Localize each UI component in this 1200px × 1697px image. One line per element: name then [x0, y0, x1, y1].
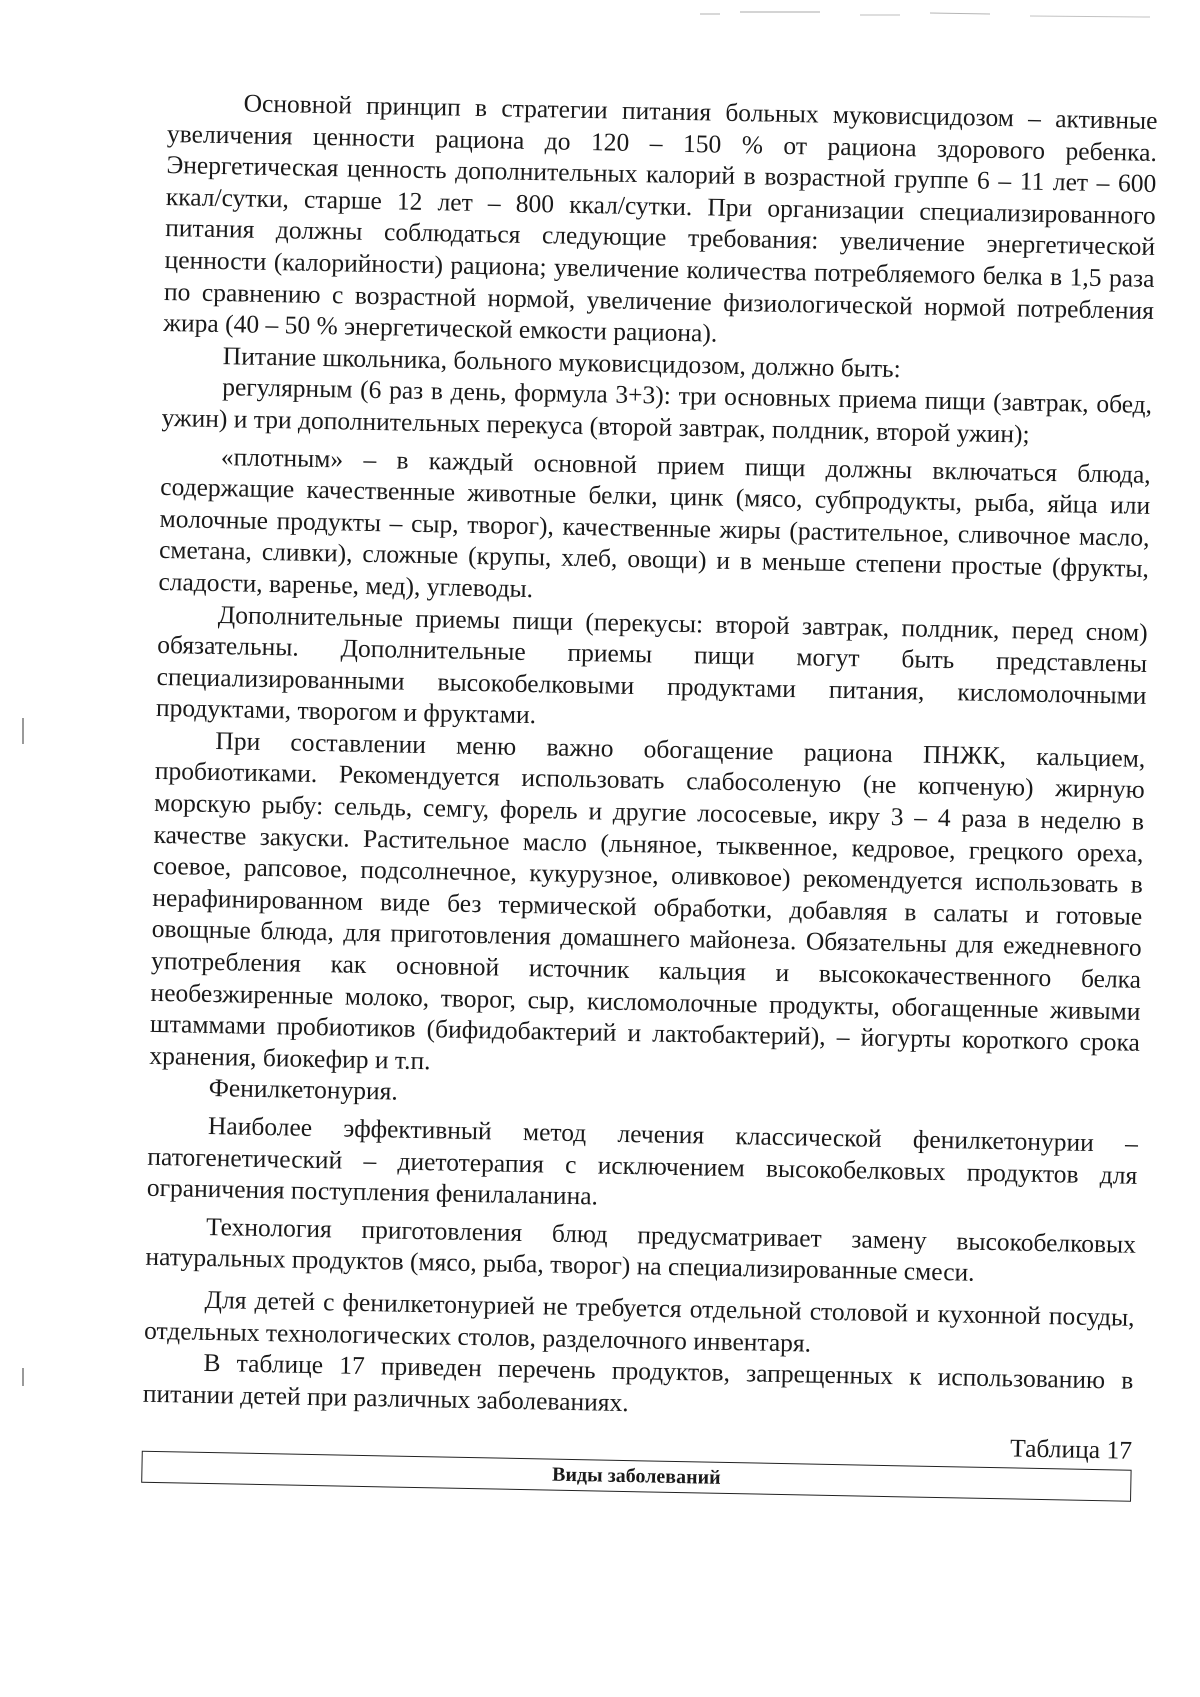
table-caption: Таблица 17 [1009, 1433, 1133, 1466]
scan-margin-mark [22, 1368, 24, 1386]
scan-margin-mark [22, 718, 24, 744]
paragraph-regular-meals: регулярным (6 раз в день, формула 3+3): три основных приема пищи (завтрак, обед, ужин) и три дополнительных перекуса (второй завтрак, полдник, второй ужин); [161, 372, 1153, 449]
paragraph-table-reference: В таблице 17 приведен перечень продуктов, запрещенных к использованию в питании детей при различных заболеваниях. [142, 1348, 1134, 1417]
paragraph-pku-cooking-technology: Технология приготовления блюд предусматривает замену высокобелковых натуральных продуктов (мясо, рыба, творог) на специализированные смеси. [145, 1211, 1137, 1288]
paragraph-cf-nutrition-principle: Основной принцип в стратегии питания больных муковисцидозом – активные увеличения ценности рациона до 120 – 150 % от рациона здорового ребенка. Энергетическая ценность дополнительных калорий в возрастной группе 6 – 11 лет – 600 ккал/сутки, старше 12 лет – 800 ккал/сутки. При организации специализированного питания должны соблюдаться следующие требования: увеличение энергетической ценности (калорийности) рациона; увеличение количества потребляемого белка в 1,5 раза по сравнению с возрастной нормой, увеличение физиологической нормой потребления жира (40 – 50 % энергетической емкости рациона). [163, 88, 1158, 348]
paragraph-pku-treatment: Наиболее эффективный метод лечения классической фенилкетонурии – патогенетический – диетотерапия с исключением высокобелковых продуктов для ограничения поступления фенилаланина. [146, 1110, 1139, 1211]
paragraph-dense-meals: «плотным» – в каждый основной прием пищи должны включаться блюда, содержащие качественные животные белки, цинк (мясо, субпродукты, рыба, яйца или молочные продукты – сыр, творог), качественные жиры (растительное, сливочное масло, сметана, сливки), сложные (крупы, хлеб, овощи) и в меньше степени простые (фрукты, сладости, варенье, мед), углеводы. [158, 441, 1152, 604]
paragraph-menu-enrichment: При составлении меню важно обогащение рациона ПНЖК, кальцием, пробиотиками. Рекомендуется использовать слабосоленую (не копченую) жирную морскую рыбу: сельдь, семгу, форель и другие лососевые, икру 3 – 4 раза в неделю в качестве закуски. Растительное масло (льняное, тыквенное, кедровое, грецкого ореха, соевое, рапсовое, подсолнечное, кукурузное, оливковое) рекомендуется использовать в нерафинированном виде без термической обработки, добавляя в салаты и готовые овощные блюда, для приготовления домашнего майонеза. Обязательны для ежедневного употребления как основной источник кальция и высококачественного белка необезжиренные молоко, творог, сыр, кисломолочные продукты, обогащенные живыми штаммами пробиотиков (бифидобактерий и лактобактерий), – йогурты короткого срока хранения, биокефир и т.п. [149, 725, 1146, 1076]
paragraph-additional-meals: Дополнительные приемы пищи (перекусы: второй завтрак, полдник, перед сном) обязательны. Дополнительные приемы пищи могут быть представлены специализированными высокобелковыми продуктами питания, кисломолочными продуктами, творогом и фруктами. [155, 599, 1148, 730]
document-page [141, 86, 1158, 1502]
paragraph-pku-dishes: Для детей с фенилкетонурией не требуется отдельной столовой и кухонной посуды, отдельных технологических столов, разделочного инвентаря. [143, 1284, 1135, 1358]
scan-edge-marks [0, 10, 1200, 24]
paragraph-schoolchild-diet-intro: Питание школьника, больного муковисцидозом, должно быть: [222, 340, 902, 383]
table-header-cell: Виды заболеваний [141, 1451, 1131, 1502]
section-heading-phenylketonuria: Фенилкетонурия. [208, 1073, 399, 1106]
